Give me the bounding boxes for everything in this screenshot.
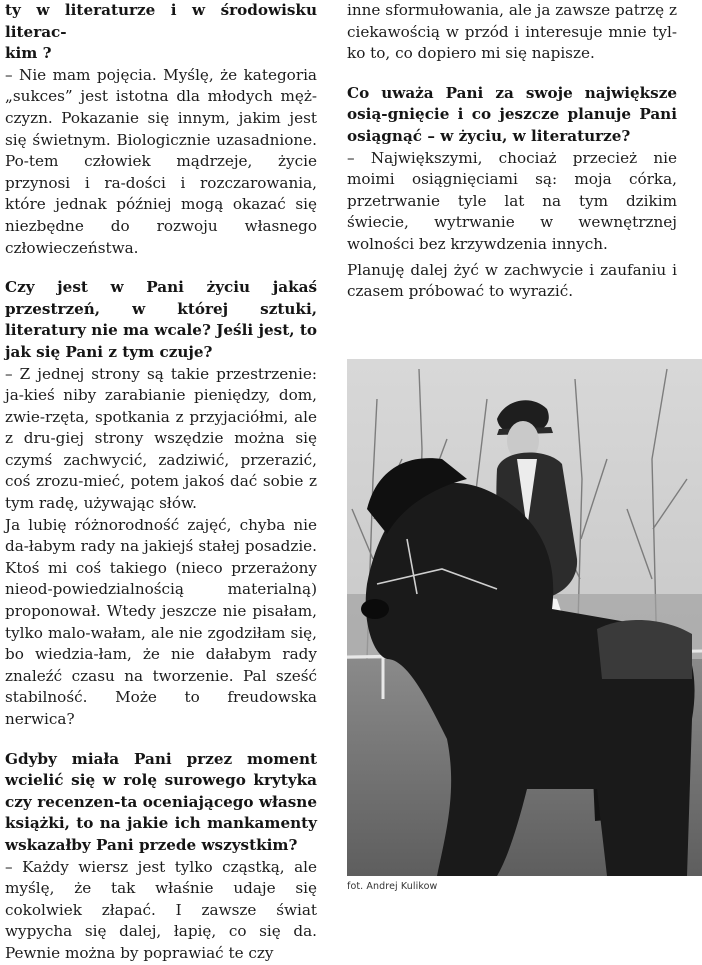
question-2: Gdyby miała Pani przez moment wcielić się w rolę surowego krytyka czy recenzen-ta oceniającego własne książki, to na jakie ich mankamenty wskazałby Pani przede wszystkim? bbox=[5, 749, 317, 854]
left-column bbox=[5, 0, 317, 965]
question-0-line-2: kim ? bbox=[5, 44, 52, 63]
answer-1-paragraph-2: Ja lubię różnorodność zajęć, chyba nie da-łabym rady na jakiejś stałej posadzie. Ktoś mi coś takiego (nieco przerażony nieod-powiedzialnością materialną) proponował. Wtedy jeszcze nie pisałam, tylko malo-wałam, ale nie zgodziłam się, bo wiedzia-łam, że nie dałabym rady znaleźć czasu na tworzenie. Pal sześć stabilność. Może to freudowska nerwica? bbox=[5, 515, 317, 728]
question-3: Co uważa Pani za swoje największe osią-gnięcie i co jeszcze planuje Pani osiągnąć – w życiu, w literaturze? bbox=[347, 83, 677, 145]
answer-3-paragraph-2: Planuję dalej żyć w zachwycie i zaufaniu i czasem próbować to wyrazić. bbox=[347, 260, 677, 301]
question-0-tail bbox=[5, 0, 317, 65]
answer-2-continued: inne sformułowania, ale ja zawsze patrzę z ciekawością w przód i interesuje mnie tyl-ko to, co dopiero mi się napisze. bbox=[347, 1, 677, 63]
question-0-line-1: ty w literaturze i w środowisku literac- bbox=[5, 1, 317, 41]
right-column bbox=[347, 0, 677, 303]
answer-1: – Z jednej strony są takie przestrzenie: ja-kieś niby zarabianie pieniędzy, dom, zwie-rzęta, spotkania z przyjaciółmi, ale z dru-giej strony wszędzie można się czymś zachwycić, zadziwić, przerazić, coś zrozu-mieć, potem jakoś dać sobie z tym radę, używając słów. bbox=[5, 364, 317, 513]
question-1: Czy jest w Pani życiu jakaś przestrzeń, w której sztuki, literatury nie ma wcale? Jeśli jest, to jak się Pani z tym czuje? bbox=[5, 278, 317, 361]
photo-caption: fot. Andrej Kulikow bbox=[347, 881, 438, 892]
horse-rider-photo bbox=[347, 359, 702, 876]
answer-2: – Każdy wiersz jest tylko cząstką, ale myślę, że tak właśnie udaje się cokolwiek złapać. I zawsze świat wypycha się dalej, łapię, co się da. Pewnie można by poprawiać te czy bbox=[5, 857, 317, 962]
answer-0: – Nie mam pojęcia. Myślę, że kategoria „sukces” jest istotna dla młodych męż-czyzn. Pokazanie się innym, jakim jest się świetnym. Biologicznie uzasadnione. Po-tem człowiek mądrzeje, życie przynosi i ra-dości i rozczarowania, które jednak później mogą okazać się niezbędne do rozwoju własnego człowieczeństwa. bbox=[5, 65, 317, 257]
answer-3: – Największymi, chociaż przecież nie moimi osiągnięciami są: moja córka, przetrwanie tyle lat na tym dzikim świecie, wytrwanie w wewnętrznej wolności bez krzywdzenia innych. bbox=[347, 148, 677, 253]
